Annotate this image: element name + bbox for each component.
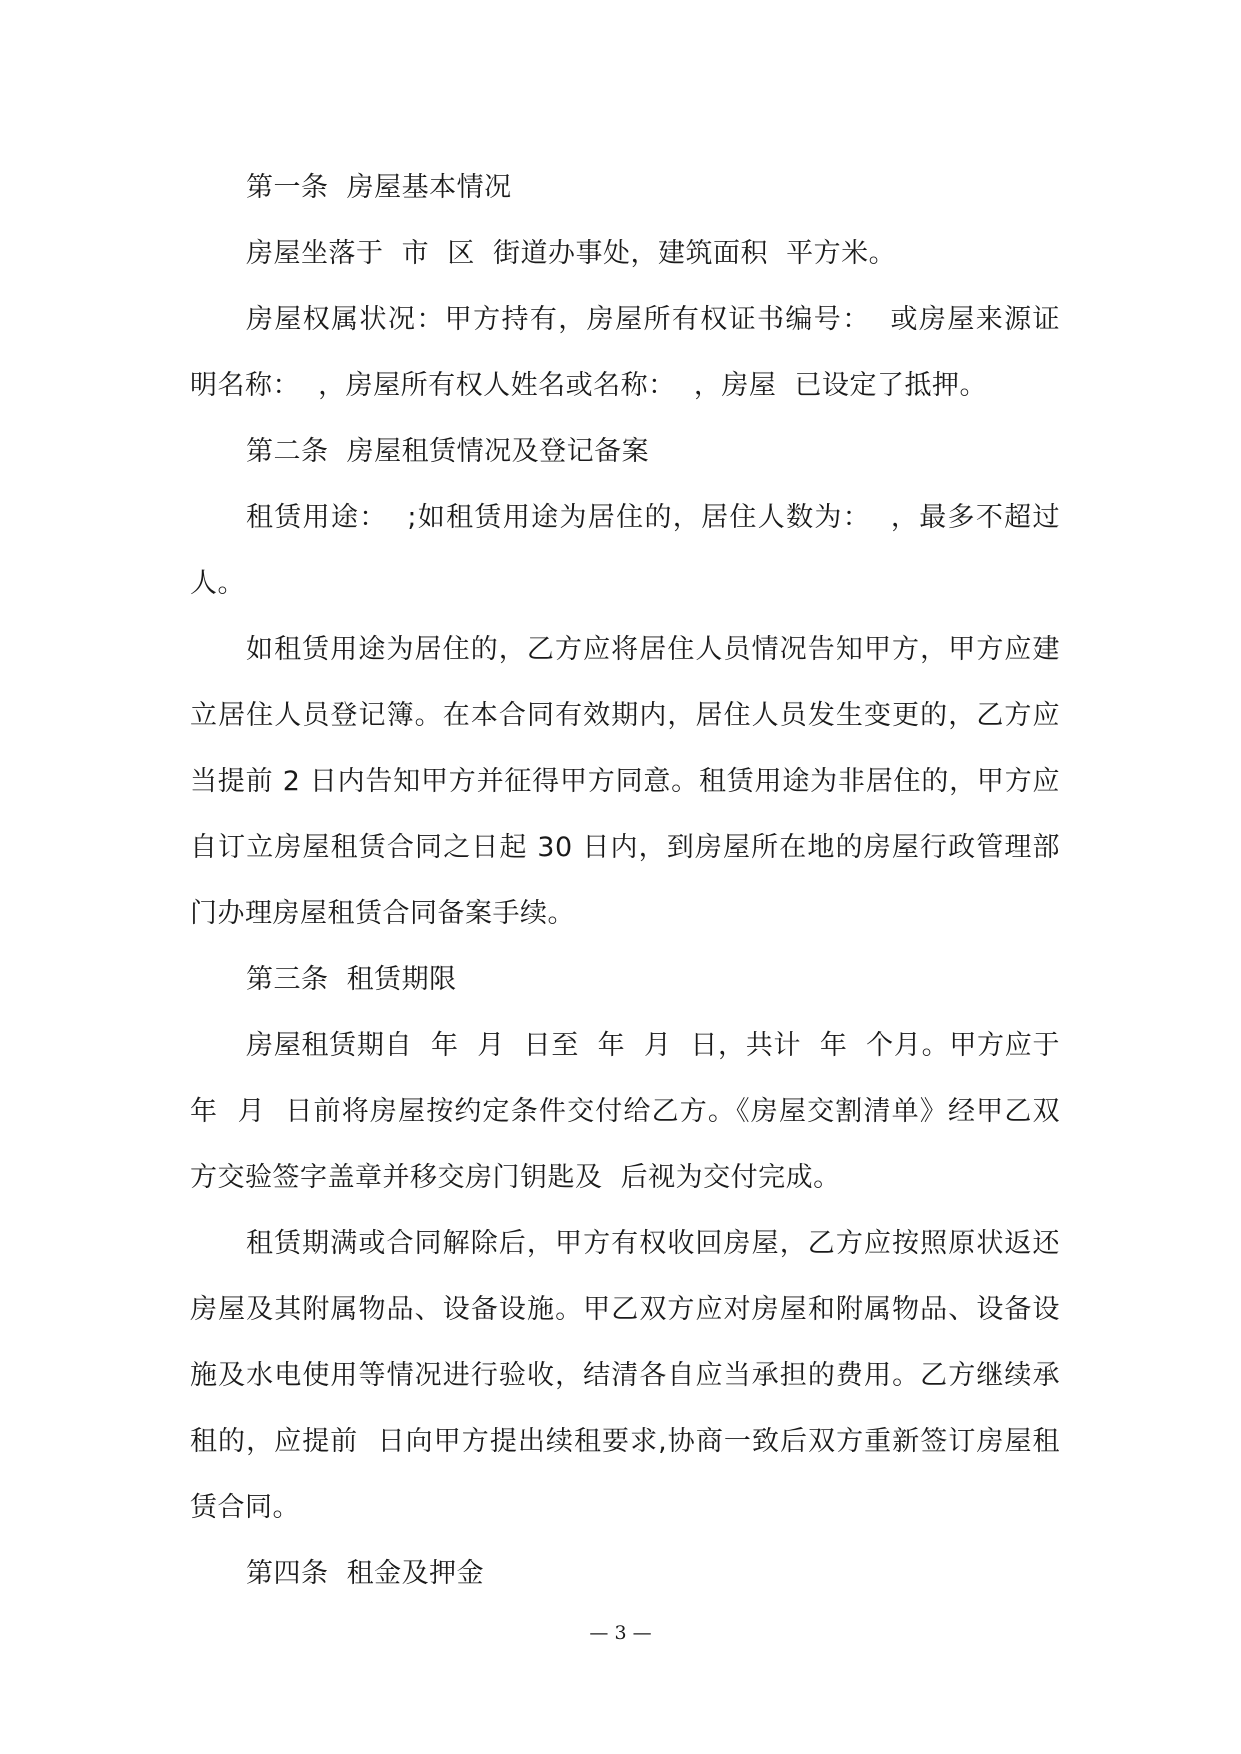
document-body bbox=[190, 155, 1079, 1607]
residents-registration-paragraph: 如租赁用途为居住的，乙方应将居住人员情况告知甲方，甲方应建立居住人员登记簿。在本合同有效期内，居住人员发生变更的，乙方应当提前 2 日内告知甲方并征得甲方同意。租赁用途为非居住的，甲方应自订立房屋租赁合同之日起 30 日内，到房屋所在地的房屋行政管理部门办理房屋租赁合同备案手续。 bbox=[190, 634, 1060, 929]
lease-term-paragraph: 房屋租赁期自 年 月 日至 年 月 日，共计 年 个月。甲方应于 年 月 日前将房屋按约定条件交付给乙方。《房屋交割清单》经甲乙双方交验签字盖章并移交房门钥匙及 后视为交付完成。 bbox=[190, 1030, 1079, 1193]
property-ownership-paragraph: 房屋权属状况：甲方持有，房屋所有权证书编号： 或房屋来源证明名称： ，房屋所有权人姓名或名称： ，房屋 已设定了抵押。 bbox=[190, 304, 1060, 401]
property-location-paragraph: 房屋坐落于 市 区 街道办事处，建筑面积 平方米。 bbox=[246, 238, 897, 269]
article-1-heading: 第一条 房屋基本情况 bbox=[246, 172, 512, 203]
article-4-heading: 第四条 租金及押金 bbox=[246, 1558, 485, 1589]
article-2-heading: 第二条 房屋租赁情况及登记备案 bbox=[246, 436, 650, 467]
page-number: — 3 — bbox=[589, 1622, 652, 1644]
lease-purpose-paragraph: 租赁用途： ;如租赁用途为居住的，居住人数为： ，最多不超过 人。 bbox=[190, 502, 1079, 599]
lease-expiry-paragraph: 租赁期满或合同解除后，甲方有权收回房屋，乙方应按照原状返还房屋及其附属物品、设备设施。甲乙双方应对房屋和附属物品、设备设施及水电使用等情况进行验收，结清各自应当承担的费用。乙方继续承租的，应提前 日向甲方提出续租要求,协商一致后双方重新签订房屋租赁合同。 bbox=[190, 1228, 1060, 1523]
article-3-heading: 第三条 租赁期限 bbox=[246, 964, 457, 995]
